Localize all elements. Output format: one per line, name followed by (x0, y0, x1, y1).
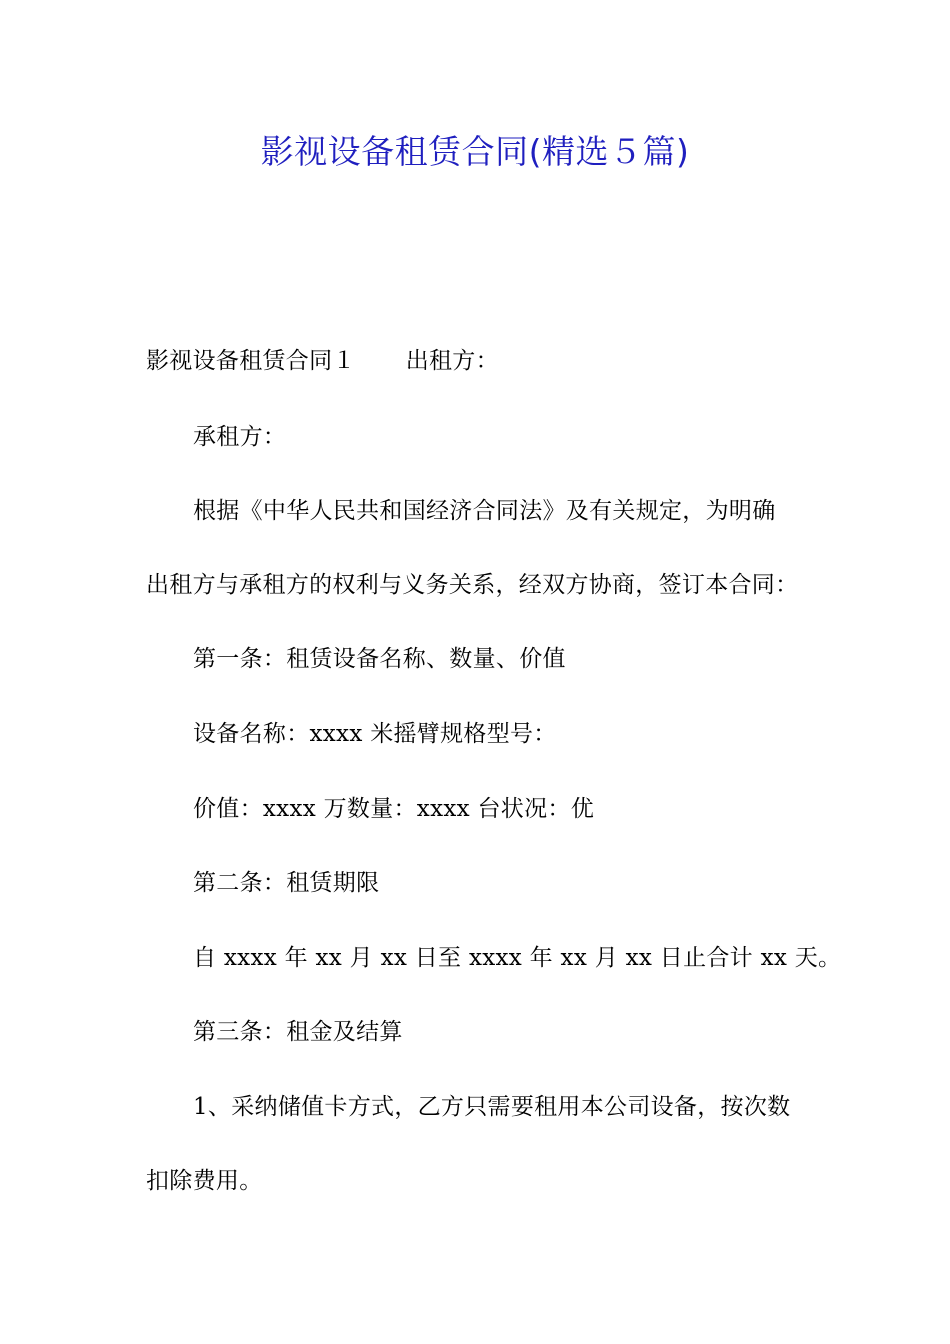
rental-period-line: 自 xxxx 年 xx 月 xx 日至 xxxx 年 xx 月 xx 日止合计 xx 天。 (193, 945, 842, 971)
intro-line-2: 出租方与承租方的权利与义务关系，经双方协商，签订本合同： (146, 572, 799, 598)
payment-item-1-line-2: 扣除费用。 (146, 1168, 263, 1194)
article-1-title: 第一条：租赁设备名称、数量、价值 (193, 646, 566, 672)
document-title: 影视设备租赁合同(精选５篇) (260, 132, 690, 171)
lessee-label: 承租方： (193, 424, 287, 450)
contract-label: 影视设备租赁合同１ (146, 348, 356, 374)
article-2-title: 第二条：租赁期限 (193, 870, 380, 896)
lessor-label: 出租方： (405, 348, 499, 374)
payment-item-1-line-1: 1、采纳储值卡方式，乙方只需要租用本公司设备，按次数 (193, 1094, 791, 1120)
equipment-name-line: 设备名称：xxxx 米摇臂规格型号： (193, 721, 557, 747)
contract-heading-line (146, 346, 499, 376)
article-3-title: 第三条：租金及结算 (193, 1019, 403, 1045)
intro-line-1: 根据《中华人民共和国经济合同法》及有关规定，为明确 (193, 498, 776, 524)
value-quantity-line: 价值：xxxx 万数量：xxxx 台状况：优 (193, 796, 594, 822)
